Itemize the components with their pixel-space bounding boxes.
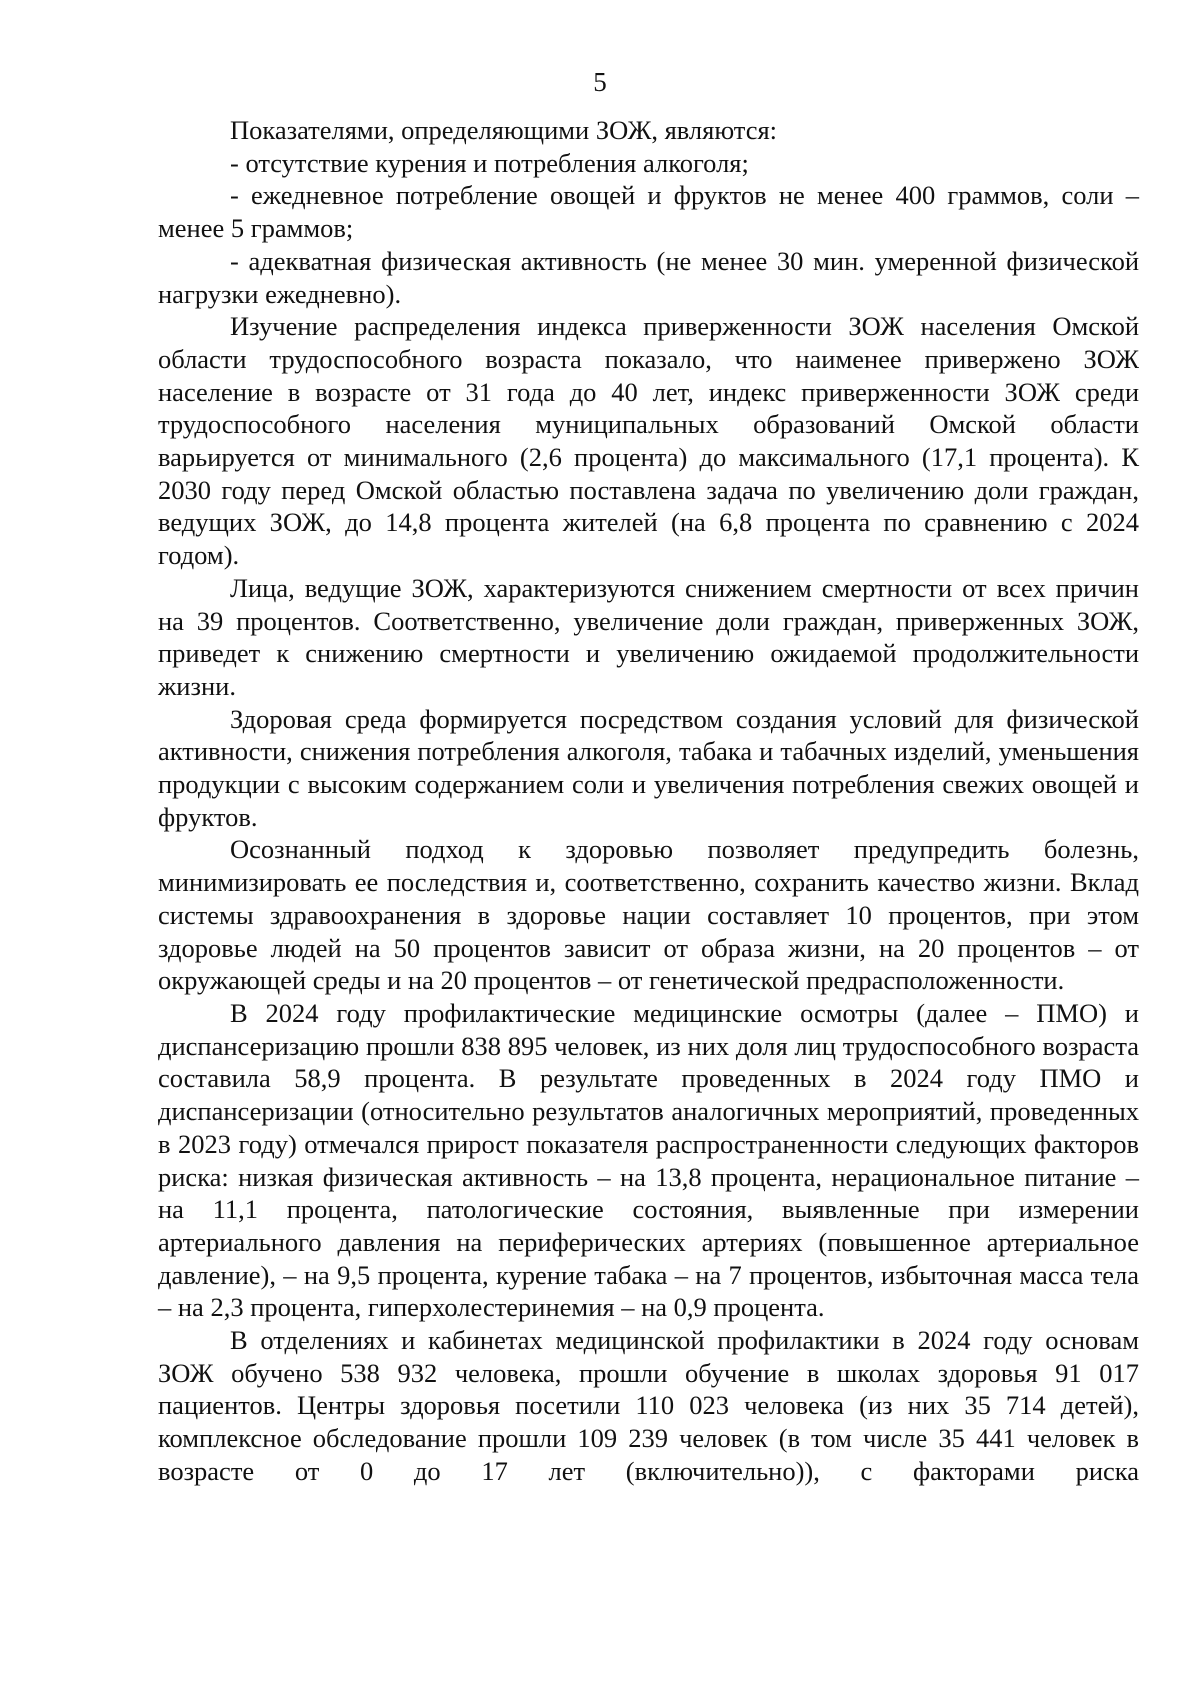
paragraph-indicators-intro: Показателями, определяющими ЗОЖ, являются: (230, 115, 778, 145)
paragraph-medical-checkups: В 2024 году профилактические медицинские осмотры (далее – ПМО) и диспансеризацию прошли 838 895 человек, из них доля лиц трудоспособного возраста составила 58,9 процента. В результате проведенных в 2024 году ПМО и диспансеризации (относительно результатов аналогичных мероприятий, проведенных в 2023 году) отмечался прирост показателя распространенности следующих факторов риска: низкая физическая активность – на 13,8 процента, нерациональное питание – на 11,1 процента, патологические состояния, выявленные при измерении артериального давления на периферических артериях (повышенное артериальное давление), – на 9,5 процента, курение табака – на 7 процентов, избыточная масса тела – на 2,3 процента, гиперхолестеринемия – на 0,9 процента. (158, 997, 1139, 1323)
list-item-no-smoking-alcohol: - отсутствие курения и потребления алкоголя; (230, 147, 749, 178)
list-item-physical-activity: - адекватная физическая активность (не менее 30 мин. умеренной физической нагрузки ежедневно). (158, 245, 1139, 309)
document-body (158, 114, 1139, 1488)
page-number: 5 (593, 67, 607, 97)
paragraph-prevention-departments: В отделениях и кабинетах медицинской профилактики в 2024 году основам ЗОЖ обучено 538 932 человека, прошли обучение в школах здоровья 91 017 пациентов. Центры здоровья посетили 110 023 человека (из них 35 714 детей), комплексное обследование прошли 109 239 человек (в том числе 35 441 человек в возрасте от 0 до 17 лет (включительно)), с факторами риска (158, 1325, 1139, 1486)
paragraph-conscious-approach: Осознанный подход к здоровью позволяет предупредить болезнь, минимизировать ее последствия и, соответственно, сохранить качество жизни. Вклад системы здравоохранения в здоровье нации составляет 10 процентов, при этом здоровье людей на 50 процентов зависит от образа жизни, на 20 процентов – от окружающей среды и на 20 процентов – от генетической предрасположенности. (158, 834, 1139, 996)
paragraph-healthy-environment: Здоровая среда формируется посредством создания условий для физической активности, снижения потребления алкоголя, табака и табачных изделий, уменьшения продукции с высоким содержанием соли и увеличения потребления свежих овощей и фруктов. (158, 703, 1139, 832)
list-item-vegetables-salt: - ежедневное потребление овощей и фруктов не менее 400 граммов, соли – менее 5 граммов; (158, 180, 1139, 244)
paragraph-adherence-index: Изучение распределения индекса приверженности ЗОЖ населения Омской области трудоспособного возраста показало, что наименее привержено ЗОЖ население в возрасте от 31 года до 40 лет, индекс приверженности ЗОЖ среди трудоспособного населения муниципальных образований Омской области варьируется от минимального (2,6 процента) до максимального (17,1 процента). К 2030 году перед Омской областью поставлена задача по увеличению доли граждан, ведущих ЗОЖ, до 14,8 процента жителей (на 6,8 процента по сравнению с 2024 годом). (158, 311, 1139, 571)
paragraph-mortality-reduction: Лица, ведущие ЗОЖ, характеризуются снижением смертности от всех причин на 39 процентов. Соответственно, увеличение доли граждан, приверженных ЗОЖ, приведет к снижению смертности и увеличению ожидаемой продолжительности жизни. (158, 572, 1139, 701)
